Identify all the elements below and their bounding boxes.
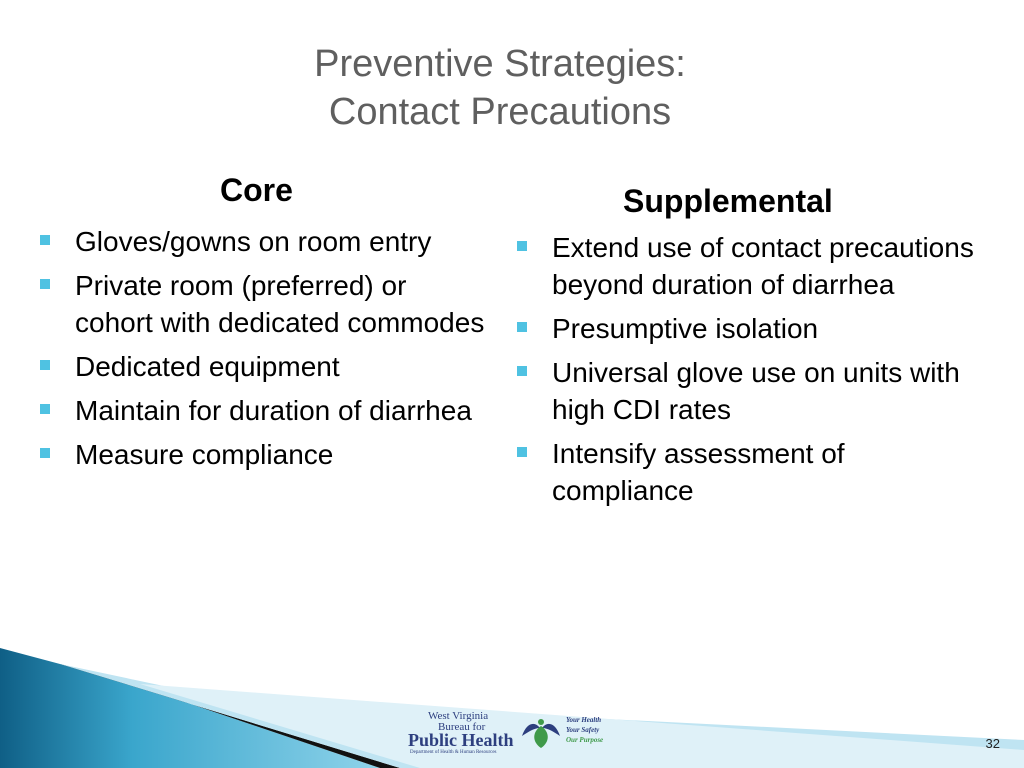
list-item-text: Dedicated equipment: [75, 351, 340, 382]
list-item: [38, 267, 488, 341]
list-item: [38, 392, 488, 429]
slide-title: [0, 40, 1000, 136]
logo-tagline2: Your Safety: [566, 726, 600, 734]
logo-line3: Public Health: [408, 730, 514, 750]
square-bullet-icon: [517, 366, 527, 376]
list-item-text: Intensify assessment of compliance: [552, 438, 845, 506]
list-item: [515, 435, 985, 509]
list-item-text: Measure compliance: [75, 439, 334, 470]
square-bullet-icon: [40, 360, 50, 370]
core-list: [38, 223, 488, 480]
logo-line4: Department of Health & Human Resources: [410, 750, 497, 755]
slide-title-line1: Preventive Strategies:: [314, 43, 686, 85]
supplemental-list: [515, 229, 985, 516]
square-bullet-icon: [517, 322, 527, 332]
square-bullet-icon: [40, 235, 50, 245]
list-item: [38, 436, 488, 473]
square-bullet-icon: [40, 448, 50, 458]
logo-tagline1: Your Health: [566, 716, 602, 724]
list-item: [515, 354, 985, 428]
square-bullet-icon: [517, 241, 527, 251]
list-item-text: Extend use of contact precautions beyond duration of diarrhea: [552, 232, 974, 300]
hands-leaf-icon: [518, 714, 564, 752]
logo-tagline3: Our Purpose: [566, 736, 604, 744]
list-item: [515, 229, 985, 303]
supplemental-heading: Supplemental: [623, 183, 833, 219]
wv-public-health-logo: [404, 710, 624, 758]
list-item-text: Presumptive isolation: [552, 313, 819, 344]
list-item: [38, 223, 488, 260]
slide-number: 32: [985, 736, 1000, 751]
square-bullet-icon: [517, 447, 527, 457]
logo-line1: West Virginia: [428, 710, 489, 722]
square-bullet-icon: [40, 279, 50, 289]
square-bullet-icon: [40, 404, 50, 414]
list-item: [38, 348, 488, 385]
slide-title-line2: Contact Precautions: [328, 91, 672, 133]
logo-line2: Bureau for: [438, 721, 486, 733]
core-heading: Core: [220, 172, 293, 208]
list-item-text: Universal glove use on units with high CDI rates: [552, 357, 960, 425]
list-item-text: Gloves/gowns on room entry: [75, 226, 432, 257]
list-item: [515, 310, 985, 347]
list-item-text: Maintain for duration of diarrhea: [75, 395, 472, 426]
list-item-text: Private room (preferred) or cohort with dedicated commodes: [75, 270, 485, 338]
